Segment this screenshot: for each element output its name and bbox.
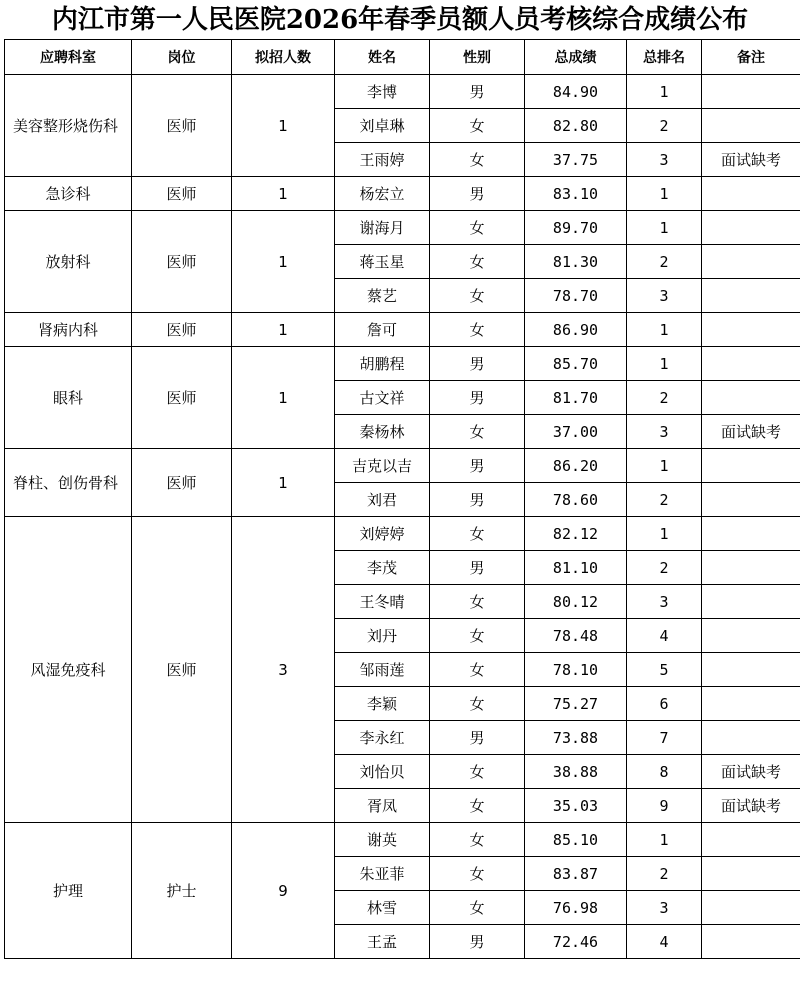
- score-cell: 84.90: [525, 75, 627, 109]
- header-row: [5, 40, 800, 75]
- quota-cell: 1: [232, 211, 335, 313]
- note-cell: [702, 857, 800, 891]
- gender-cell: 男: [430, 177, 525, 211]
- gender-cell: 女: [430, 619, 525, 653]
- note-cell: [702, 313, 800, 347]
- table-row: [5, 449, 800, 483]
- post-cell: 医师: [132, 177, 232, 211]
- gender-cell: 女: [430, 687, 525, 721]
- note-cell: [702, 279, 800, 313]
- header-quota: 拟招人数: [232, 40, 335, 75]
- rank-cell: 2: [627, 857, 702, 891]
- name-cell: 刘婷婷: [335, 517, 430, 551]
- name-cell: 刘丹: [335, 619, 430, 653]
- rank-cell: 9: [627, 789, 702, 823]
- name-cell: 蒋玉星: [335, 245, 430, 279]
- gender-cell: 男: [430, 551, 525, 585]
- quota-cell: 3: [232, 517, 335, 823]
- note-cell: [702, 347, 800, 381]
- dept-cell: 急诊科: [5, 177, 132, 211]
- dept-cell: 放射科: [5, 211, 132, 313]
- note-cell: [702, 177, 800, 211]
- score-cell: 78.10: [525, 653, 627, 687]
- post-cell: 护士: [132, 823, 232, 959]
- header-dept: 应聘科室: [5, 40, 132, 75]
- name-cell: 刘怡贝: [335, 755, 430, 789]
- score-cell: 83.87: [525, 857, 627, 891]
- rank-cell: 1: [627, 211, 702, 245]
- name-cell: 杨宏立: [335, 177, 430, 211]
- score-cell: 85.70: [525, 347, 627, 381]
- table-row: [5, 177, 800, 211]
- name-cell: 王雨婷: [335, 143, 430, 177]
- rank-cell: 1: [627, 177, 702, 211]
- dept-cell: 美容整形烧伤科: [5, 75, 132, 177]
- post-cell: 医师: [132, 211, 232, 313]
- name-cell: 邹雨莲: [335, 653, 430, 687]
- gender-cell: 女: [430, 415, 525, 449]
- note-cell: 面试缺考: [702, 755, 800, 789]
- score-cell: 38.88: [525, 755, 627, 789]
- note-cell: [702, 585, 800, 619]
- note-cell: 面试缺考: [702, 143, 800, 177]
- gender-cell: 男: [430, 721, 525, 755]
- score-cell: 73.88: [525, 721, 627, 755]
- rank-cell: 4: [627, 619, 702, 653]
- note-cell: [702, 109, 800, 143]
- note-cell: [702, 687, 800, 721]
- score-cell: 86.20: [525, 449, 627, 483]
- quota-cell: 9: [232, 823, 335, 959]
- gender-cell: 女: [430, 857, 525, 891]
- name-cell: 李永红: [335, 721, 430, 755]
- score-cell: 81.30: [525, 245, 627, 279]
- rank-cell: 7: [627, 721, 702, 755]
- rank-cell: 1: [627, 347, 702, 381]
- gender-cell: 女: [430, 313, 525, 347]
- name-cell: 李颖: [335, 687, 430, 721]
- gender-cell: 女: [430, 211, 525, 245]
- header-post: 岗位: [132, 40, 232, 75]
- post-cell: 医师: [132, 449, 232, 517]
- table-body: [5, 75, 800, 959]
- note-cell: [702, 517, 800, 551]
- gender-cell: 女: [430, 585, 525, 619]
- gender-cell: 男: [430, 347, 525, 381]
- gender-cell: 女: [430, 789, 525, 823]
- post-cell: 医师: [132, 313, 232, 347]
- table-row: [5, 211, 800, 245]
- score-cell: 86.90: [525, 313, 627, 347]
- table-row: [5, 347, 800, 381]
- rank-cell: 3: [627, 143, 702, 177]
- name-cell: 王冬晴: [335, 585, 430, 619]
- header-score: 总成绩: [525, 40, 627, 75]
- score-cell: 82.12: [525, 517, 627, 551]
- header-note: 备注: [702, 40, 800, 75]
- name-cell: 林雪: [335, 891, 430, 925]
- name-cell: 古文祥: [335, 381, 430, 415]
- score-cell: 37.75: [525, 143, 627, 177]
- rank-cell: 1: [627, 75, 702, 109]
- rank-cell: 5: [627, 653, 702, 687]
- note-cell: [702, 653, 800, 687]
- name-cell: 吉克以吉: [335, 449, 430, 483]
- note-cell: [702, 619, 800, 653]
- name-cell: 刘卓琳: [335, 109, 430, 143]
- rank-cell: 1: [627, 517, 702, 551]
- gender-cell: 女: [430, 279, 525, 313]
- results-table: [4, 39, 800, 959]
- dept-cell: 护理: [5, 823, 132, 959]
- score-cell: 78.70: [525, 279, 627, 313]
- rank-cell: 1: [627, 823, 702, 857]
- name-cell: 朱亚菲: [335, 857, 430, 891]
- page-title: 内江市第一人民医院2026年春季员额人员考核综合成绩公布: [51, 5, 749, 35]
- note-cell: [702, 925, 800, 959]
- quota-cell: 1: [232, 75, 335, 177]
- note-cell: [702, 245, 800, 279]
- rank-cell: 2: [627, 109, 702, 143]
- post-cell: 医师: [132, 517, 232, 823]
- note-cell: [702, 211, 800, 245]
- table-row: [5, 75, 800, 109]
- rank-cell: 3: [627, 891, 702, 925]
- name-cell: 李茂: [335, 551, 430, 585]
- score-cell: 75.27: [525, 687, 627, 721]
- name-cell: 秦杨林: [335, 415, 430, 449]
- score-cell: 82.80: [525, 109, 627, 143]
- note-cell: [702, 891, 800, 925]
- dept-cell: 脊柱、创伤骨科: [5, 449, 132, 517]
- gender-cell: 女: [430, 823, 525, 857]
- note-cell: [702, 75, 800, 109]
- name-cell: 刘君: [335, 483, 430, 517]
- gender-cell: 男: [430, 449, 525, 483]
- table-row: [5, 823, 800, 857]
- rank-cell: 1: [627, 449, 702, 483]
- name-cell: 王孟: [335, 925, 430, 959]
- name-cell: 詹可: [335, 313, 430, 347]
- score-cell: 37.00: [525, 415, 627, 449]
- gender-cell: 男: [430, 483, 525, 517]
- gender-cell: 男: [430, 381, 525, 415]
- gender-cell: 女: [430, 755, 525, 789]
- dept-cell: 眼科: [5, 347, 132, 449]
- note-cell: [702, 483, 800, 517]
- rank-cell: 4: [627, 925, 702, 959]
- score-cell: 78.60: [525, 483, 627, 517]
- score-cell: 35.03: [525, 789, 627, 823]
- gender-cell: 女: [430, 245, 525, 279]
- score-cell: 83.10: [525, 177, 627, 211]
- header-rank: 总排名: [627, 40, 702, 75]
- post-cell: 医师: [132, 75, 232, 177]
- gender-cell: 女: [430, 653, 525, 687]
- score-cell: 72.46: [525, 925, 627, 959]
- note-cell: [702, 721, 800, 755]
- rank-cell: 2: [627, 483, 702, 517]
- name-cell: 蔡艺: [335, 279, 430, 313]
- quota-cell: 1: [232, 347, 335, 449]
- name-cell: 李博: [335, 75, 430, 109]
- quota-cell: 1: [232, 177, 335, 211]
- score-cell: 85.10: [525, 823, 627, 857]
- note-cell: 面试缺考: [702, 415, 800, 449]
- dept-cell: 肾病内科: [5, 313, 132, 347]
- gender-cell: 女: [430, 891, 525, 925]
- gender-cell: 女: [430, 109, 525, 143]
- post-cell: 医师: [132, 347, 232, 449]
- score-cell: 76.98: [525, 891, 627, 925]
- dept-cell: 风湿免疫科: [5, 517, 132, 823]
- rank-cell: 3: [627, 585, 702, 619]
- name-cell: 胡鹏程: [335, 347, 430, 381]
- name-cell: 谢海月: [335, 211, 430, 245]
- name-cell: 谢英: [335, 823, 430, 857]
- table-row: [5, 313, 800, 347]
- header-name: 姓名: [335, 40, 430, 75]
- quota-cell: 1: [232, 449, 335, 517]
- note-cell: 面试缺考: [702, 789, 800, 823]
- note-cell: [702, 381, 800, 415]
- score-cell: 81.70: [525, 381, 627, 415]
- rank-cell: 2: [627, 381, 702, 415]
- rank-cell: 1: [627, 313, 702, 347]
- note-cell: [702, 551, 800, 585]
- rank-cell: 2: [627, 551, 702, 585]
- gender-cell: 男: [430, 75, 525, 109]
- rank-cell: 3: [627, 415, 702, 449]
- score-cell: 81.10: [525, 551, 627, 585]
- rank-cell: 8: [627, 755, 702, 789]
- table-row: [5, 517, 800, 551]
- rank-cell: 3: [627, 279, 702, 313]
- score-cell: 78.48: [525, 619, 627, 653]
- header-gender: 性别: [430, 40, 525, 75]
- gender-cell: 女: [430, 517, 525, 551]
- score-cell: 80.12: [525, 585, 627, 619]
- gender-cell: 男: [430, 925, 525, 959]
- rank-cell: 6: [627, 687, 702, 721]
- quota-cell: 1: [232, 313, 335, 347]
- note-cell: [702, 823, 800, 857]
- score-cell: 89.70: [525, 211, 627, 245]
- name-cell: 胥凤: [335, 789, 430, 823]
- gender-cell: 女: [430, 143, 525, 177]
- rank-cell: 2: [627, 245, 702, 279]
- note-cell: [702, 449, 800, 483]
